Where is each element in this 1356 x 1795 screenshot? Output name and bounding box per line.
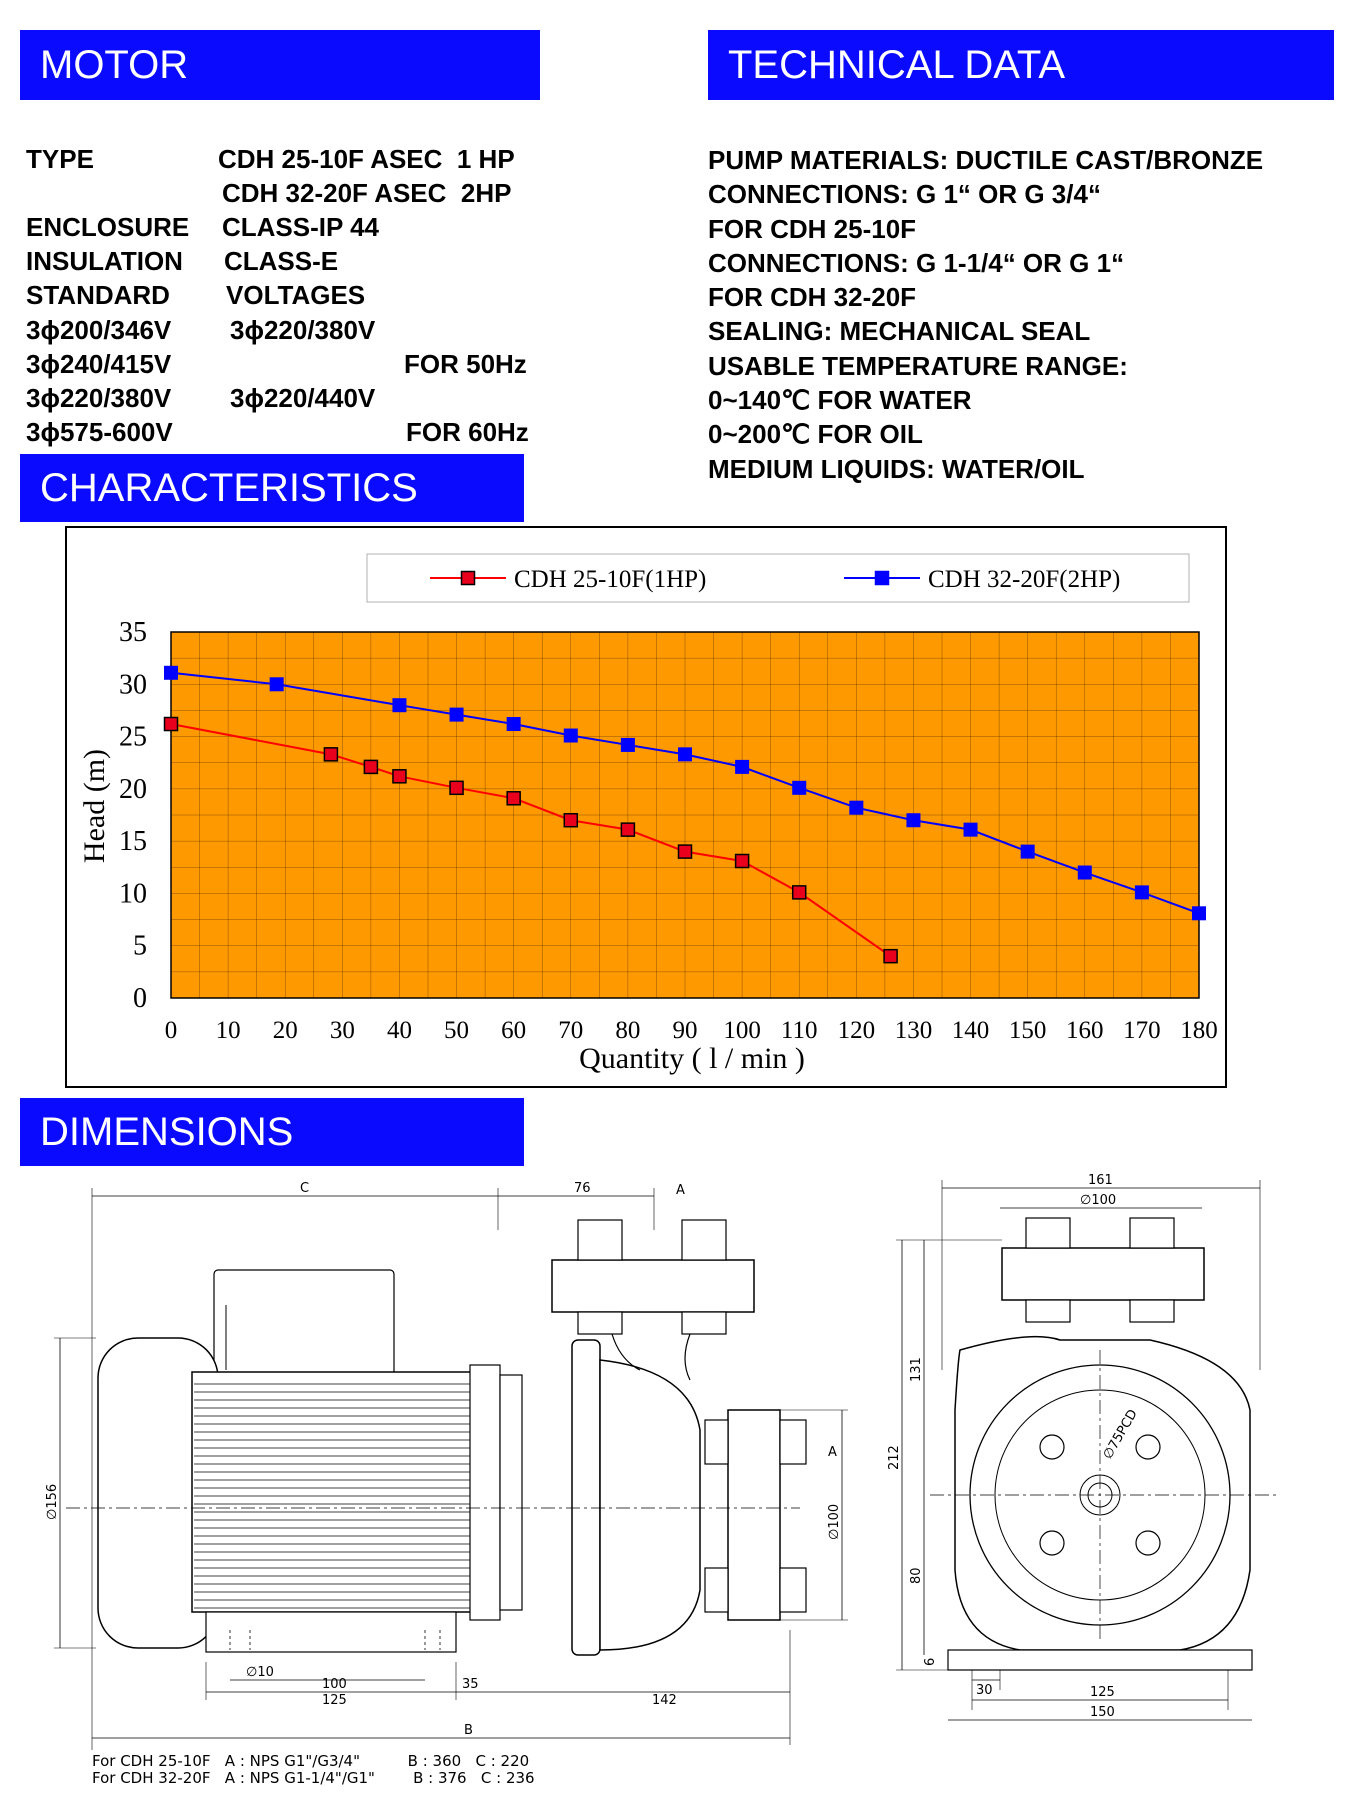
data-point-series-2 [564, 729, 577, 742]
footnote-cdh-25: For CDH 25-10F A : NPS G1"/G3/4" B : 360 C : 220 [92, 1752, 530, 1770]
x-tick-label: 180 [1180, 1017, 1218, 1044]
discharge-nut-2 [682, 1220, 726, 1260]
x-tick-label: 100 [723, 1017, 761, 1044]
data-point-series-1 [621, 823, 634, 836]
dim-76: 76 [574, 1181, 591, 1196]
dimensions-section-title: DIMENSIONS [40, 1109, 294, 1154]
motor-section-title: MOTOR [40, 42, 189, 87]
standard-value: VOLTAGES [226, 280, 366, 310]
dim-pcd: ∅75PCD [1100, 1407, 1141, 1462]
x-tick-label: 130 [894, 1017, 933, 1044]
standard-label: STANDARD [26, 280, 170, 310]
y-tick-label: 35 [119, 617, 147, 648]
dimension-drawing [0, 1170, 1356, 1750]
legend-entry-label: CDH 32-20F(2HP) [928, 566, 1121, 593]
dim-100-bottom: 100 [322, 1677, 347, 1692]
y-axis-label: Head (m) [78, 748, 111, 864]
y-tick-label: 30 [119, 669, 147, 701]
x-tick-label: 0 [164, 1017, 178, 1044]
end-view-base [948, 1650, 1252, 1670]
discharge-nut-1 [578, 1220, 622, 1260]
x-tick-label: 90 [672, 1017, 698, 1044]
data-point-series-1 [393, 770, 406, 783]
x-tick-label: 30 [329, 1017, 355, 1044]
data-point-series-2 [507, 718, 520, 731]
data-point-series-1 [507, 792, 520, 805]
dim-6: 6 [923, 1657, 938, 1666]
voltage-2b: FOR 50Hz [404, 349, 527, 379]
technical-section-title: TECHNICAL DATA [728, 42, 1066, 87]
y-tick-label: 25 [119, 721, 147, 753]
type-value-2: CDH 32-20F ASEC 2HP [222, 178, 512, 208]
y-tick-label: 20 [119, 773, 147, 805]
data-point-series-1 [450, 781, 463, 794]
legend-swatch-marker [876, 572, 889, 585]
data-point-series-2 [736, 760, 749, 773]
tech-line: FOR CDH 25-10F [708, 213, 917, 244]
enclosure-label: ENCLOSURE [26, 212, 190, 242]
voltage-1a: 3ϕ200/346V [26, 315, 172, 345]
data-point-series-1 [364, 760, 377, 773]
enclosure-value: CLASS-IP 44 [222, 212, 380, 242]
footnote-cdh-32: For CDH 32-20F A : NPS G1-1/4"/G1" B : 376 C : 236 [92, 1769, 535, 1787]
dim-161: 161 [1088, 1173, 1113, 1188]
dim-100-top: ∅100 [1080, 1193, 1117, 1208]
tech-line: USABLE TEMPERATURE RANGE: [708, 350, 1128, 381]
x-tick-label: 150 [1008, 1017, 1047, 1044]
dim-100-side: ∅100 [827, 1503, 842, 1540]
data-point-series-2 [1193, 907, 1206, 920]
type-value-1: CDH 25-10F ASEC 1 HP [218, 144, 515, 174]
dim-156: ∅15​6 [45, 1483, 60, 1520]
suction-flange [728, 1410, 780, 1620]
suction-nut-2 [780, 1568, 806, 1612]
voltage-3a: 3ϕ220/380V [26, 383, 172, 413]
tech-line: PUMP MATERIALS: DUCTILE CAST/BRONZE [708, 145, 1264, 175]
dim-80: 80 [909, 1567, 924, 1584]
tech-line: SEALING: MECHANICAL SEAL [708, 316, 1091, 347]
dim-150: 150 [1090, 1705, 1115, 1720]
data-point-series-2 [679, 748, 692, 761]
data-point-series-2 [1078, 866, 1091, 879]
pump-casing [600, 1360, 700, 1650]
pump-backplate [572, 1340, 600, 1655]
voltage-3b: 3ϕ220/440V [230, 383, 376, 413]
voltage-4b: FOR 60Hz [406, 417, 529, 447]
tech-line: CONNECTIONS: G 1“ OR G 3/4“ [708, 179, 1101, 210]
data-point-series-2 [850, 801, 863, 814]
tech-line: FOR CDH 32-20F [708, 282, 917, 313]
data-point-series-2 [270, 678, 283, 691]
dim-125: 125 [322, 1693, 347, 1708]
data-point-series-2 [793, 781, 806, 794]
voltage-1b: 3ϕ220/380V [230, 315, 376, 345]
x-tick-label: 120 [837, 1017, 876, 1044]
data-point-series-2 [964, 823, 977, 836]
data-point-series-2 [450, 708, 463, 721]
dim-c: C [300, 1181, 310, 1196]
y-tick-label: 5 [133, 930, 147, 962]
characteristics-section-title: CHARACTERISTICS [40, 465, 418, 510]
data-point-series-2 [165, 666, 178, 679]
data-point-series-2 [621, 738, 634, 751]
x-tick-label: 170 [1123, 1017, 1161, 1044]
data-point-series-2 [1021, 845, 1034, 858]
legend-swatch-marker [462, 572, 475, 585]
x-tick-label: 160 [1066, 1017, 1104, 1044]
tech-line: MEDIUM LIQUIDS: WATER/OIL [708, 453, 1085, 484]
x-tick-label: 140 [951, 1017, 990, 1044]
y-tick-label: 0 [133, 983, 147, 1014]
dim-a-top: A [676, 1183, 685, 1198]
end-view-top-flange [1002, 1248, 1204, 1300]
x-tick-label: 70 [558, 1017, 584, 1044]
data-point-series-1 [679, 845, 692, 858]
suction-nut-1 [780, 1420, 806, 1464]
dim-a-side: A [828, 1445, 837, 1460]
x-tick-label: 20 [272, 1017, 298, 1044]
end-view-housing [955, 1337, 1250, 1650]
x-tick-label: 50 [444, 1017, 470, 1044]
tech-line: 0~200℃ FOR OIL [708, 419, 923, 450]
motor-terminal-box [214, 1270, 394, 1385]
x-tick-label: 40 [386, 1017, 412, 1044]
data-point-series-2 [393, 699, 406, 712]
discharge-flange [552, 1260, 754, 1312]
voltage-4a: 3ϕ575-600V [26, 417, 173, 447]
dim-125-end: 125 [1090, 1685, 1115, 1700]
dim-142: 142 [652, 1693, 677, 1708]
legend-entry-label: CDH 25-10F(1HP) [514, 566, 707, 593]
data-point-series-1 [793, 886, 806, 899]
data-point-series-1 [165, 718, 178, 731]
data-point-series-1 [324, 748, 337, 761]
x-axis-label: Quantity ( l / min ) [579, 1042, 805, 1075]
dimensions-section-banner [20, 1098, 524, 1166]
voltage-2a: 3ϕ240/415V [26, 349, 172, 379]
data-point-series-2 [907, 814, 920, 827]
tech-line: 0~140℃ FOR WATER [708, 385, 972, 416]
insulation-label: INSULATION [26, 246, 183, 276]
dim-35: 35 [462, 1677, 479, 1692]
x-tick-label: 110 [780, 1017, 818, 1044]
dim-131: 131 [909, 1357, 924, 1382]
data-point-series-1 [564, 814, 577, 827]
tech-line: CONNECTIONS: G 1-1/4“ OR G 1“ [708, 247, 1125, 278]
type-label: TYPE [26, 144, 94, 174]
data-point-series-1 [884, 950, 897, 963]
x-tick-label: 80 [615, 1017, 641, 1044]
x-tick-label: 10 [215, 1017, 241, 1044]
dim-10: ∅10 [246, 1665, 274, 1680]
y-tick-label: 10 [119, 878, 147, 910]
insulation-value: CLASS-E [224, 246, 339, 276]
y-tick-label: 15 [119, 826, 147, 858]
x-tick-label: 60 [501, 1017, 527, 1044]
dim-b: B [464, 1723, 473, 1738]
dim-30: 30 [976, 1683, 993, 1698]
data-point-series-2 [1135, 886, 1148, 899]
dim-212: 212 [887, 1445, 902, 1470]
motor-foot [206, 1612, 456, 1652]
data-point-series-1 [736, 855, 749, 868]
